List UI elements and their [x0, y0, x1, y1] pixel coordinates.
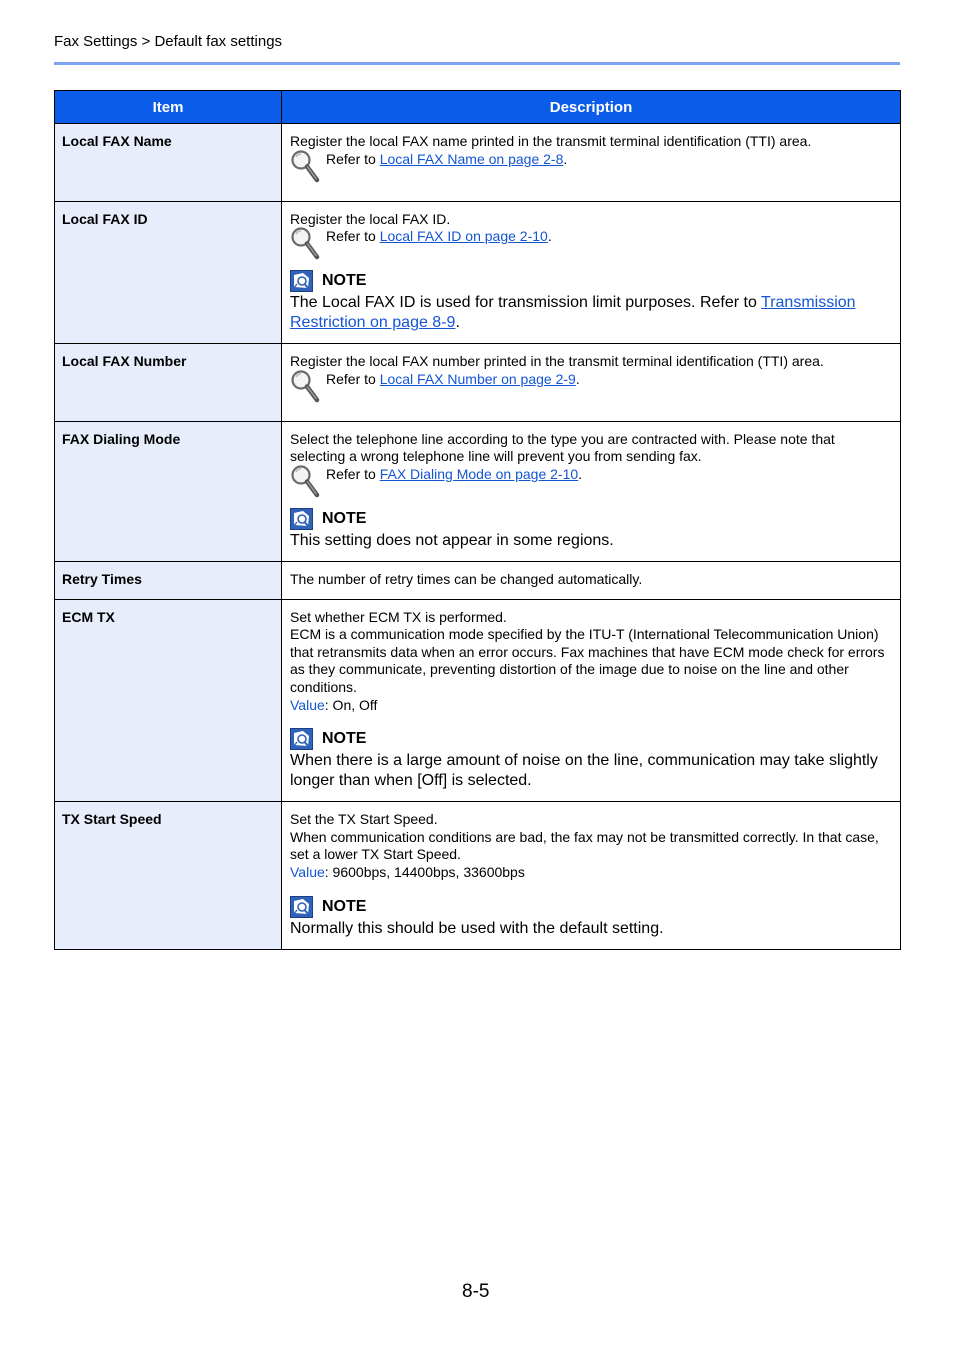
reference [290, 371, 892, 411]
breadcrumb: Fax Settings > Default fax settings [54, 33, 283, 50]
note-text: When there is a large amount of noise on the line, communication may take slightly longer than when [Off] is selected. [290, 752, 878, 790]
description-text: Register the local FAX ID. [290, 210, 451, 227]
magnifier-icon [290, 464, 320, 500]
description-text: The number of retry times can be changed automatically. [290, 570, 643, 587]
item-cell: ECM TX [55, 599, 282, 802]
reference [290, 466, 892, 506]
column-header-description: Description [282, 91, 901, 124]
reference-link[interactable]: Local FAX Number on page 2-9 [379, 370, 576, 387]
description-cell [282, 421, 901, 561]
description-text: Register the local FAX name printed in the transmit terminal identification (TTI) area. [290, 133, 812, 149]
item-cell: FAX Dialing Mode [55, 421, 282, 561]
column-header-item: Item [55, 91, 282, 124]
item-cell: Local FAX Number [55, 344, 282, 422]
note-text [290, 293, 892, 333]
settings-table [54, 90, 901, 950]
reference-suffix: . [578, 465, 583, 482]
reference [290, 228, 892, 268]
table-row [55, 344, 901, 422]
reference-link[interactable]: FAX Dialing Mode on page 2-10 [379, 465, 579, 482]
item-cell: Local FAX ID [55, 201, 282, 344]
value-text: : 9600bps, 14400bps, 33600bps [324, 863, 525, 880]
note-body: The Local FAX ID is used for transmission limit purposes. Refer to [290, 294, 762, 312]
magnifier-icon [290, 226, 320, 262]
table-header-row [55, 91, 901, 124]
value-text: : On, Off [324, 696, 378, 713]
table-row [55, 802, 901, 949]
item-cell: TX Start Speed [55, 802, 282, 949]
value-label: Value [290, 696, 325, 713]
magnifier-icon [290, 149, 320, 185]
reference-suffix: . [563, 150, 568, 167]
note-icon [290, 270, 313, 292]
value-line [290, 697, 892, 715]
table-row [55, 201, 901, 344]
description-cell [282, 201, 901, 344]
note-label: NOTE [322, 510, 367, 528]
description-text: ECM is a communication mode specified by the ITU-T (International Telecommunication Union) that retransmits data when an error occurs. Fax machines that have ECM mode check for errors as they communicate, preventing distortion of the image due to noise on the line and other conditions. [290, 626, 885, 695]
header-rule [54, 62, 900, 65]
reference-suffix: . [575, 370, 580, 387]
value-line [290, 864, 892, 882]
note-icon [290, 508, 313, 530]
reference-suffix: . [547, 228, 552, 245]
reference [290, 151, 892, 191]
reference-link[interactable]: Local FAX Name on page 2-8 [379, 150, 564, 167]
note-header [290, 270, 892, 292]
note-icon [290, 896, 313, 918]
reference-prefix: Refer to [326, 370, 380, 387]
item-cell: Local FAX Name [55, 124, 282, 202]
description-text: Select the telephone line according to the type you are contracted with. Please note that selecting a wrong telephone line will prevent you from sending fax. [290, 430, 835, 465]
note-link[interactable]: Transmission Restriction on page 8-9 [290, 294, 856, 332]
description-cell [282, 561, 901, 599]
note-header [290, 728, 892, 750]
reference-prefix: Refer to [326, 465, 380, 482]
magnifier-icon [290, 369, 320, 405]
description-text: Register the local FAX number printed in the transmit terminal identification (TTI) area. [290, 353, 824, 370]
reference-link[interactable]: Local FAX ID on page 2-10 [379, 228, 548, 245]
table-row [55, 561, 901, 599]
description-cell [282, 344, 901, 422]
item-cell: Retry Times [55, 561, 282, 599]
page-number: 8-5 [462, 1281, 490, 1302]
table-row [55, 599, 901, 802]
note-header [290, 508, 892, 530]
note-text: Normally this should be used with the default setting. [290, 919, 664, 937]
note-suffix: . [455, 314, 460, 332]
note-label: NOTE [322, 897, 367, 915]
description-cell [282, 599, 901, 802]
note-header [290, 896, 892, 918]
table-row [55, 421, 901, 561]
note-label: NOTE [322, 730, 367, 748]
note-label: NOTE [322, 272, 367, 290]
reference-prefix: Refer to [326, 228, 380, 245]
reference-prefix: Refer to [326, 150, 380, 167]
note-icon [290, 728, 313, 750]
note-text: This setting does not appear in some regions. [290, 531, 614, 549]
description-text: Set whether ECM TX is performed. [290, 608, 507, 625]
value-label: Value [290, 863, 325, 880]
description-text: When communication conditions are bad, the fax may not be transmitted correctly. In that case, set a lower TX Start Speed. [290, 828, 879, 863]
description-cell [282, 802, 901, 949]
description-text: Set the TX Start Speed. [290, 811, 438, 828]
table-row [55, 124, 901, 202]
description-cell [282, 124, 901, 202]
